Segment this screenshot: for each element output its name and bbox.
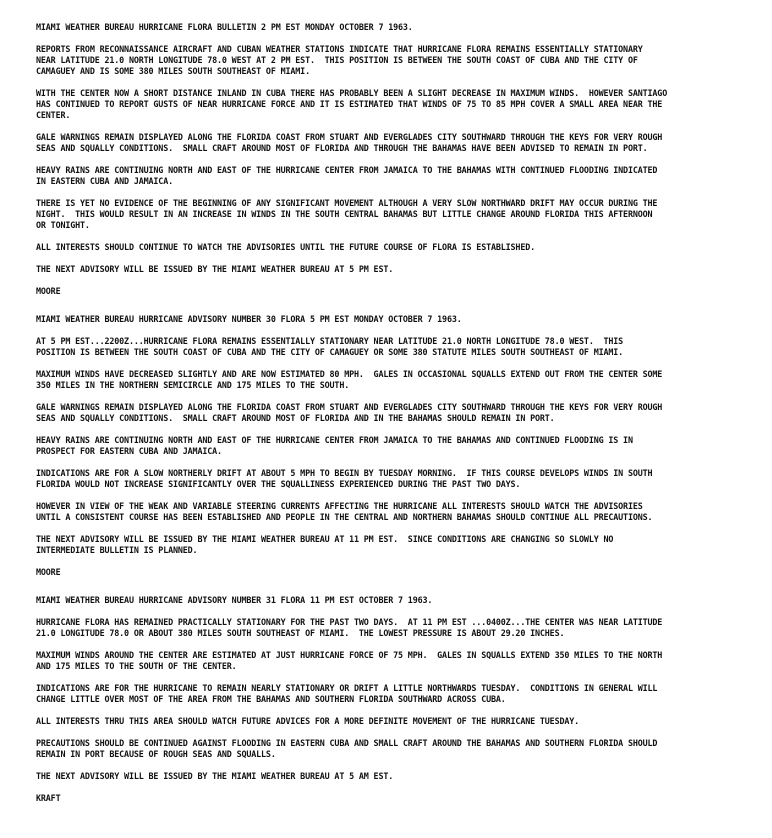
advisory-paragraph: ALL INTERESTS THRU THIS AREA SHOULD WATCH FUTURE ADVICES FOR A MORE DEFINITE MOVEMENT OF THE HURRICANE TUESDAY. [36,716,580,726]
advisory-paragraph: THE NEXT ADVISORY WILL BE ISSUED BY THE MIAMI WEATHER BUREAU AT 5 AM EST. [36,771,394,781]
advisory-heading: MIAMI WEATHER BUREAU HURRICANE ADVISORY NUMBER 30 FLORA 5 PM EST MONDAY OCTOBER 7 1963. [36,314,462,324]
bulletin-paragraph: REPORTS FROM RECONNAISSANCE AIRCRAFT AND CUBAN WEATHER STATIONS INDICATE THAT HURRICANE FLORA REMAINS ESSENTIALLY STATIONARY NEAR LATITUDE 21.0 NORTH LONGITUDE 78.0 WEST AT 2 PM EST. THIS POSITION IS BETWEEN THE SOUTH COAST OF CUBA AND THE CITY OF CAMAGUEY AND IS SOME 380 MILES SOUTH SOUTHEAST OF MIAMI. [36,44,643,76]
advisory-paragraph: HURRICANE FLORA HAS REMAINED PRACTICALLY STATIONARY FOR THE PAST TWO DAYS. AT 11 PM EST ...0400Z...THE CENTER WAS NEAR LATITUDE 21.0 LONGITUDE 78.0 OR ABOUT 380 MILES SOUTH SOUTHEAST OF MIAMI. THE LOWEST PRESSURE IS ABOUT 29.20 INCHES. [36,617,663,638]
advisory-paragraph: MAXIMUM WINDS AROUND THE CENTER ARE ESTIMATED AT JUST HURRICANE FORCE OF 75 MPH. GALES IN SQUALLS EXTEND 350 MILES TO THE NORTH AND 175 MILES TO THE SOUTH OF THE CENTER. [36,650,663,671]
advisory-paragraph: THE NEXT ADVISORY WILL BE ISSUED BY THE MIAMI WEATHER BUREAU AT 11 PM EST. SINCE CONDITIONS ARE CHANGING SO SLOWLY NO INTERMEDIATE BULLETIN IS PLANNED. [36,534,614,555]
forecaster-signature: MOORE [36,286,61,296]
bulletin-paragraph: HEAVY RAINS ARE CONTINUING NORTH AND EAST OF THE HURRICANE CENTER FROM JAMAICA TO THE BAHAMAS WITH CONTINUED FLOODING INDICATED IN EASTERN CUBA AND JAMAICA. [36,165,658,186]
bulletin-paragraph: WITH THE CENTER NOW A SHORT DISTANCE INLAND IN CUBA THERE HAS PROBABLY BEEN A SLIGHT DECREASE IN MAXIMUM WINDS. HOWEVER SANTIAGO HAS CONTINUED TO REPORT GUSTS OF NEAR HURRICANE FORCE AND IT IS ESTIMATED THAT WINDS OF 75 TO 85 MPH COVER A SMALL AREA NEAR THE CENTER. [36,88,668,120]
forecaster-signature: KRAFT [36,793,61,803]
advisory-31 [36,595,736,804]
advisory-paragraph: INDICATIONS ARE FOR THE HURRICANE TO REMAIN NEARLY STATIONARY OR DRIFT A LITTLE NORTHWARDS TUESDAY. CONDITIONS IN GENERAL WILL CHANGE LITTLE OVER MOST OF THE AREA FROM THE BAHAMAS AND SOUTHERN FLORIDA SOUTHWARD ACROSS CUBA. [36,683,658,704]
advisory-30 [36,314,736,578]
advisory-paragraph: GALE WARNINGS REMAIN DISPLAYED ALONG THE FLORIDA COAST FROM STUART AND EVERGLADES CITY SOUTHWARD THROUGH THE KEYS FOR VERY ROUGH SEAS AND SQUALLY CONDITIONS. SMALL CRAFT AROUND MOST OF FLORIDA AND IN THE BAHAMAS SHOULD REMAIN IN PORT. [36,402,663,423]
advisory-paragraph: MAXIMUM WINDS HAVE DECREASED SLIGHTLY AND ARE NOW ESTIMATED 80 MPH. GALES IN OCCASIONAL SQUALLS EXTEND OUT FROM THE CENTER SOME 350 MILES IN THE NORTHERN SEMICIRCLE AND 175 MILES TO THE SOUTH. [36,369,663,390]
bulletin-paragraph: THERE IS YET NO EVIDENCE OF THE BEGINNING OF ANY SIGNIFICANT MOVEMENT ALTHOUGH A VERY SLOW NORTHWARD DRIFT MAY OCCUR DURING THE NIGHT. THIS WOULD RESULT IN AN INCREASE IN WINDS IN THE SOUTH CENTRAL BAHAMAS BUT LITTLE CHANGE AROUND FLORIDA THIS AFTERNOON OR TONIGHT. [36,198,658,230]
document-page [36,22,736,815]
advisory-paragraph: HOWEVER IN VIEW OF THE WEAK AND VARIABLE STEERING CURRENTS AFFECTING THE HURRICANE ALL INTERESTS SHOULD WATCH THE ADVISORIES UNTIL A CONSISTENT COURSE HAS BEEN ESTABLISHED AND PEOPLE IN THE CENTRAL AND NORTHERN BAHAMAS SHOULD CONTINUE ALL PRECAUTIONS. [36,501,653,522]
bulletin-heading: MIAMI WEATHER BUREAU HURRICANE FLORA BULLETIN 2 PM EST MONDAY OCTOBER 7 1963. [36,22,413,32]
bulletin-2pm [36,22,736,297]
bulletin-paragraph: GALE WARNINGS REMAIN DISPLAYED ALONG THE FLORIDA COAST FROM STUART AND EVERGLADES CITY SOUTHWARD THROUGH THE KEYS FOR VERY ROUGH SEAS AND SQUALLY CONDITIONS. SMALL CRAFT AROUND MOST OF FLORIDA AND THROUGH THE BAHAMAS HAVE BEEN ADVISED TO REMAIN IN PORT. [36,132,663,153]
advisory-heading: MIAMI WEATHER BUREAU HURRICANE ADVISORY NUMBER 31 FLORA 11 PM EST OCTOBER 7 1963. [36,595,433,605]
advisory-paragraph: AT 5 PM EST...2200Z...HURRICANE FLORA REMAINS ESSENTIALLY STATIONARY NEAR LATITUDE 21.0 NORTH LONGITUDE 78.0 WEST. THIS POSITION IS BETWEEN THE SOUTH COAST OF CUBA AND THE CITY OF CAMAGUEY OR SOME 380 STATUTE MILES SOUTH SOUTHEAST OF MIAMI. [36,336,624,357]
advisory-paragraph: INDICATIONS ARE FOR A SLOW NORTHERLY DRIFT AT ABOUT 5 MPH TO BEGIN BY TUESDAY MORNING. IF THIS COURSE DEVELOPS WINDS IN SOUTH FLORIDA WOULD NOT INCREASE SIGNIFICANTLY OVER THE SQUALLINESS EXPERIENCED DURING THE PAST TWO DAYS. [36,468,653,489]
bulletin-paragraph: ALL INTERESTS SHOULD CONTINUE TO WATCH THE ADVISORIES UNTIL THE FUTURE COURSE OF FLORA IS ESTABLISHED. [36,242,536,252]
forecaster-signature: MOORE [36,567,61,577]
bulletin-paragraph: THE NEXT ADVISORY WILL BE ISSUED BY THE MIAMI WEATHER BUREAU AT 5 PM EST. [36,264,394,274]
advisory-paragraph: PRECAUTIONS SHOULD BE CONTINUED AGAINST FLOODING IN EASTERN CUBA AND SMALL CRAFT AROUND THE BAHAMAS AND SOUTHERN FLORIDA SHOULD REMAIN IN PORT BECAUSE OF ROUGH SEAS AND SQUALLS. [36,738,658,759]
advisory-paragraph: HEAVY RAINS ARE CONTINUING NORTH AND EAST OF THE HURRICANE CENTER FROM JAMAICA TO THE BAHAMAS AND CONTINUED FLOODING IS IN PROSPECT FOR EASTERN CUBA AND JAMAICA. [36,435,633,456]
